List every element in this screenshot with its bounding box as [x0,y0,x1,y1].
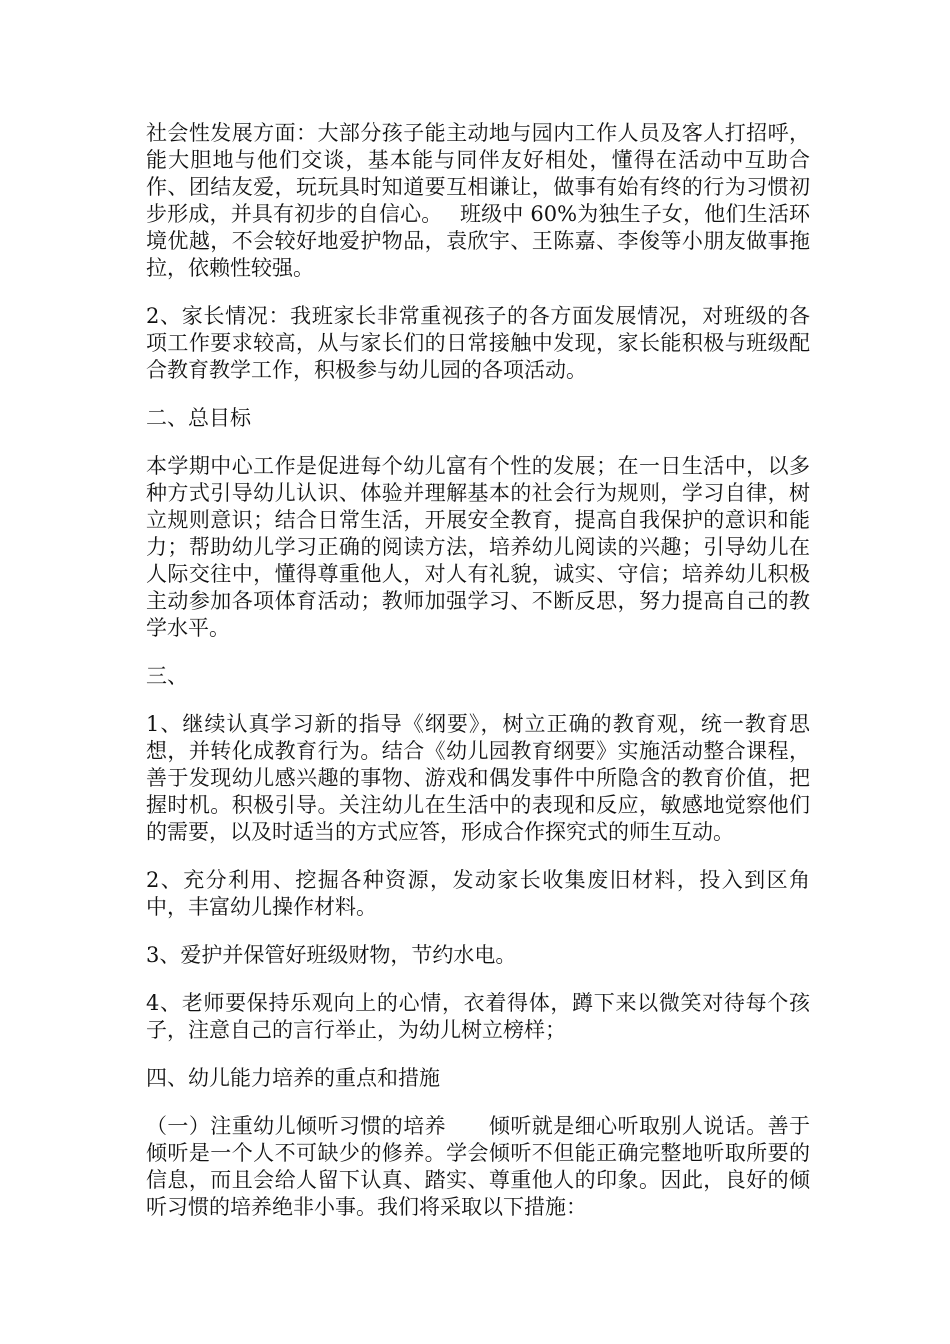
paragraph-listening-habit: （一）注重幼儿倾听习惯的培养 倾听就是细心听取别人说话。善于倾听是一个人不可缺少的修养。学会倾听不但能正确完整地听取所要的信息，而且会给人留下认真、踏实、尊重他人的印象。因此，良好的倾听习惯的培养绝非小事。我们将采取以下措施： [146,1114,810,1219]
document-body [146,120,810,1242]
heading-section-three: 三、 [146,664,188,688]
heading-section-four: 四、幼儿能力培养的重点和措施 [146,1066,440,1090]
paragraph-item-1: 1、继续认真学习新的指导《纲要》，树立正确的教育观，统一教育思想，并转化成教育行为。结合《幼儿园教育纲要》实施活动整合课程，善于发现幼儿感兴趣的事物、游戏和偶发事件中所隐含的教育价值，把握时机。积极引导。关注幼儿在生活中的表现和反应，敏感地觉察他们的需要，以及时适当的方式应答，形成合作探究式的师生互动。 [146,712,810,844]
heading-overall-goal: 二、总目标 [146,406,251,430]
paragraph-item-3: 3、爱护并保管好班级财物，节约水电。 [146,943,517,967]
paragraph-item-2: 2、充分利用、挖掘各种资源，发动家长收集废旧材料，投入到区角中，丰富幼儿操作材料。 [146,868,810,919]
paragraph-item-4: 4、老师要保持乐观向上的心情，衣着得体，蹲下来以微笑对待每个孩子，注意自己的言行举止，为幼儿树立榜样； [146,991,810,1042]
paragraph-semester-goal: 本学期中心工作是促进每个幼儿富有个性的发展；在一日生活中，以多种方式引导幼儿认识、体验并理解基本的社会行为规则，学习自律，树立规则意识；结合日常生活，开展安全教育，提高自我保护的意识和能力；帮助幼儿学习正确的阅读方法，培养幼儿阅读的兴趣；引导幼儿在人际交往中，懂得尊重他人，对人有礼貌，诚实、守信；培养幼儿积极主动参加各项体育活动；教师加强学习、不断反思，努力提高自己的教学水平。 [146,454,810,640]
paragraph-parent-situation: 2、家长情况：我班家长非常重视孩子的各方面发展情况，对班级的各项工作要求较高，从与家长们的日常接触中发现，家长能积极与班级配合教育教学工作，积极参与幼儿园的各项活动。 [146,304,810,382]
paragraph-social-development: 社会性发展方面：大部分孩子能主动地与园内工作人员及客人打招呼，能大胆地与他们交谈，基本能与同伴友好相处，懂得在活动中互助合作、团结友爱，玩玩具时知道要互相谦让，做事有始有终的行为习惯初步形成，并具有初步的自信心。 班级中 60%为独生子女，他们生活环境优越，不会较好地爱护物品，袁欣宇、王陈嘉、李俊等小朋友做事拖拉，依赖性较强。 [146,121,810,280]
